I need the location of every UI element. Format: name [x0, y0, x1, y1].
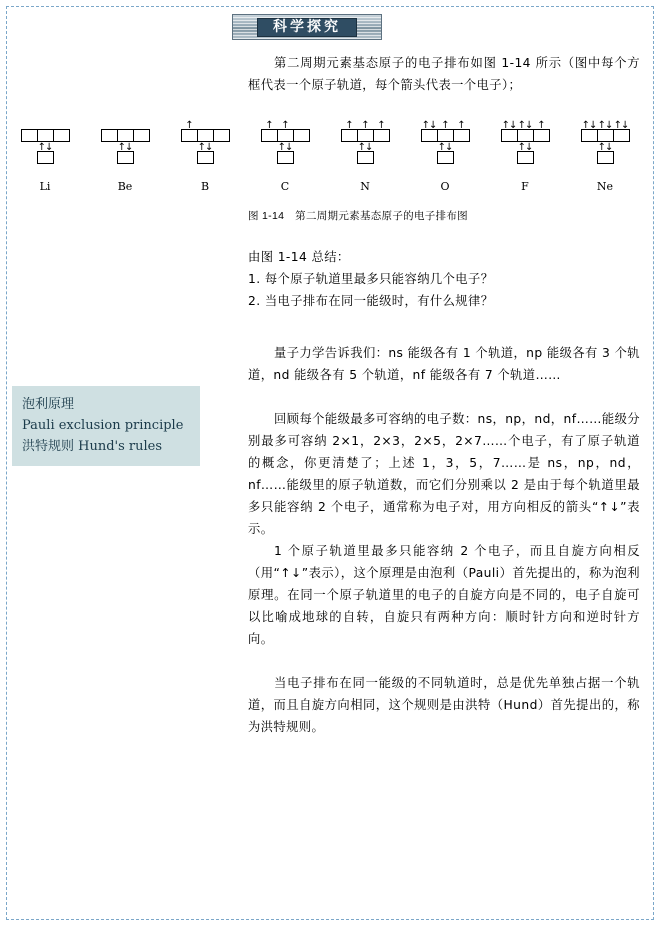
orbital-box	[117, 129, 134, 142]
atom-diagram	[10, 120, 80, 193]
s-orbital-row	[570, 142, 640, 164]
orbital-box	[37, 142, 54, 164]
orbital-box	[437, 142, 454, 164]
orbital-box	[357, 120, 374, 142]
orbital-box	[517, 142, 534, 164]
element-symbol: B	[200, 180, 210, 193]
electron-arrows: ↑↓	[597, 142, 613, 153]
element-symbol: C	[280, 180, 290, 193]
orbital-diagram-figure	[10, 120, 650, 200]
orbital-box	[517, 120, 534, 142]
atom-diagram	[410, 120, 480, 193]
orbital-box	[181, 120, 198, 142]
atom-diagram	[490, 120, 560, 193]
electron-arrows: ↑	[281, 120, 289, 131]
element-symbol: Li	[39, 180, 51, 193]
s-orbital-row	[330, 142, 400, 164]
question-2: 2. 当电子排布在同一能级时，有什么规律？	[248, 294, 494, 308]
figure-caption	[248, 208, 640, 223]
electron-arrows: ↑↓	[501, 120, 517, 131]
orbital-box	[613, 120, 630, 142]
electron-arrows: ↑	[185, 120, 193, 131]
orbital-box	[581, 120, 598, 142]
orbital-box	[101, 129, 118, 142]
side-note-line-2: Pauli exclusion principle	[22, 418, 184, 433]
s-orbital-row	[410, 142, 480, 164]
body-paragraph-3: 1 个原子轨道里最多只能容纳 2 个电子，而且自旋方向相反（用“↑↓”表示），这个原理是由泡利（Pauli）首先提出的，称为泡利原理。在同一个原子轨道里的电子的自旋方向是不同的，电子自旋可以比喻成地球的自转，自旋只有两种方向：顺时针方向和逆时针方向。	[248, 544, 640, 646]
orbital-box	[597, 120, 614, 142]
orbital-box	[277, 120, 294, 142]
element-symbol: Be	[117, 180, 133, 193]
orbital-box	[53, 129, 70, 142]
question-1: 1. 每个原子轨道里最多只能容纳几个电子？	[248, 272, 494, 286]
electron-arrows: ↑↓	[197, 142, 213, 153]
orbital-box	[197, 142, 214, 164]
element-symbol: Ne	[596, 180, 614, 193]
electron-arrows: ↑↓	[597, 120, 613, 131]
atom-diagram	[90, 120, 160, 193]
electron-arrows: ↑	[345, 120, 353, 131]
electron-arrows: ↑	[537, 120, 545, 131]
orbital-box	[453, 120, 470, 142]
p-orbital-row	[330, 120, 400, 142]
orbital-box	[133, 129, 150, 142]
electron-arrows: ↑↓	[357, 142, 373, 153]
electron-arrows: ↑↓	[581, 120, 597, 131]
intro-paragraph: 第二周期元素基态原子的电子排布如图 1-14 所示（图中每个方框代表一个原子轨道，每个箭头代表一个电子）；	[248, 56, 640, 92]
orbital-box	[421, 120, 438, 142]
element-symbol: N	[360, 180, 370, 193]
figure-caption-text: 第二周期元素基态原子的电子排布图	[295, 210, 468, 222]
element-symbol: F	[521, 180, 529, 193]
electron-arrows: ↑	[457, 120, 465, 131]
electron-arrows: ↑↓	[117, 142, 133, 153]
s-orbital-row	[90, 142, 160, 164]
p-orbital-row	[90, 129, 160, 142]
s-orbital-row	[170, 142, 240, 164]
orbital-box	[501, 120, 518, 142]
atom-diagram	[330, 120, 400, 193]
side-note-box	[12, 386, 200, 466]
orbital-box	[293, 129, 310, 142]
p-orbital-row	[410, 120, 480, 142]
electron-arrows: ↑↓	[517, 142, 533, 153]
orbital-box	[533, 120, 550, 142]
orbital-box	[117, 142, 134, 164]
atom-diagram	[170, 120, 240, 193]
orbital-box	[21, 129, 38, 142]
section-banner	[232, 14, 382, 40]
body-paragraph-4: 当电子排布在同一能级的不同轨道时，总是优先单独占据一个轨道，而且自旋方向相同，这个规则是由洪特（Hund）首先提出的，称为洪特规则。	[248, 676, 640, 734]
p-orbital-row	[10, 129, 80, 142]
electron-arrows: ↑↓	[437, 142, 453, 153]
electron-arrows: ↑	[377, 120, 385, 131]
p-orbital-row	[570, 120, 640, 142]
orbital-box	[373, 120, 390, 142]
body-paragraph-1: 量子力学告诉我们：ns 能级各有 1 个轨道，np 能级各有 3 个轨道，nd 能级各有 5 个轨道，nf 能级各有 7 个轨道……	[248, 346, 640, 382]
banner-title: 科学探究	[257, 18, 357, 37]
orbital-box	[437, 120, 454, 142]
electron-arrows: ↑	[361, 120, 369, 131]
side-note-line-3: 洪特规则 Hund's rules	[22, 439, 163, 454]
electron-arrows: ↑↓	[37, 142, 53, 153]
p-orbital-row	[250, 120, 320, 142]
electron-arrows: ↑↓	[613, 120, 629, 131]
p-orbital-row	[170, 120, 240, 142]
s-orbital-row	[250, 142, 320, 164]
atom-diagram	[570, 120, 640, 193]
body-paragraph-2: 回顾每个能级最多可容纳的电子数：ns，np，nd，nf……能级分别最多可容纳 2×1，2×3，2×5，2×7……个电子，有了原子轨道的概念，你更清楚了；上述 1，3，5，7……是 ns，np，nd，nf……能级里的原子轨道数，而它们分别乘以 2 是由于每个轨道里最多只能容纳 2 个电子，通常称为电子对，用方向相反的箭头“↑↓”表示。	[248, 412, 640, 536]
questions-lead: 由图 1-14 总结：	[248, 250, 350, 264]
electron-arrows: ↑	[441, 120, 449, 131]
figure-number: 图 1-14	[248, 210, 285, 222]
electron-arrows: ↑↓	[517, 120, 533, 131]
orbital-box	[277, 142, 294, 164]
atom-diagram	[250, 120, 320, 193]
orbital-box	[213, 129, 230, 142]
orbital-box	[341, 120, 358, 142]
s-orbital-row	[490, 142, 560, 164]
orbital-box	[597, 142, 614, 164]
electron-arrows: ↑	[265, 120, 273, 131]
p-orbital-row	[490, 120, 560, 142]
orbital-box	[261, 120, 278, 142]
element-symbol: O	[440, 180, 450, 193]
electron-arrows: ↑↓	[421, 120, 437, 131]
orbital-box	[197, 129, 214, 142]
orbital-box	[37, 129, 54, 142]
s-orbital-row	[10, 142, 80, 164]
orbital-box	[357, 142, 374, 164]
side-note-line-1: 泡利原理	[22, 397, 75, 412]
electron-arrows: ↑↓	[277, 142, 293, 153]
